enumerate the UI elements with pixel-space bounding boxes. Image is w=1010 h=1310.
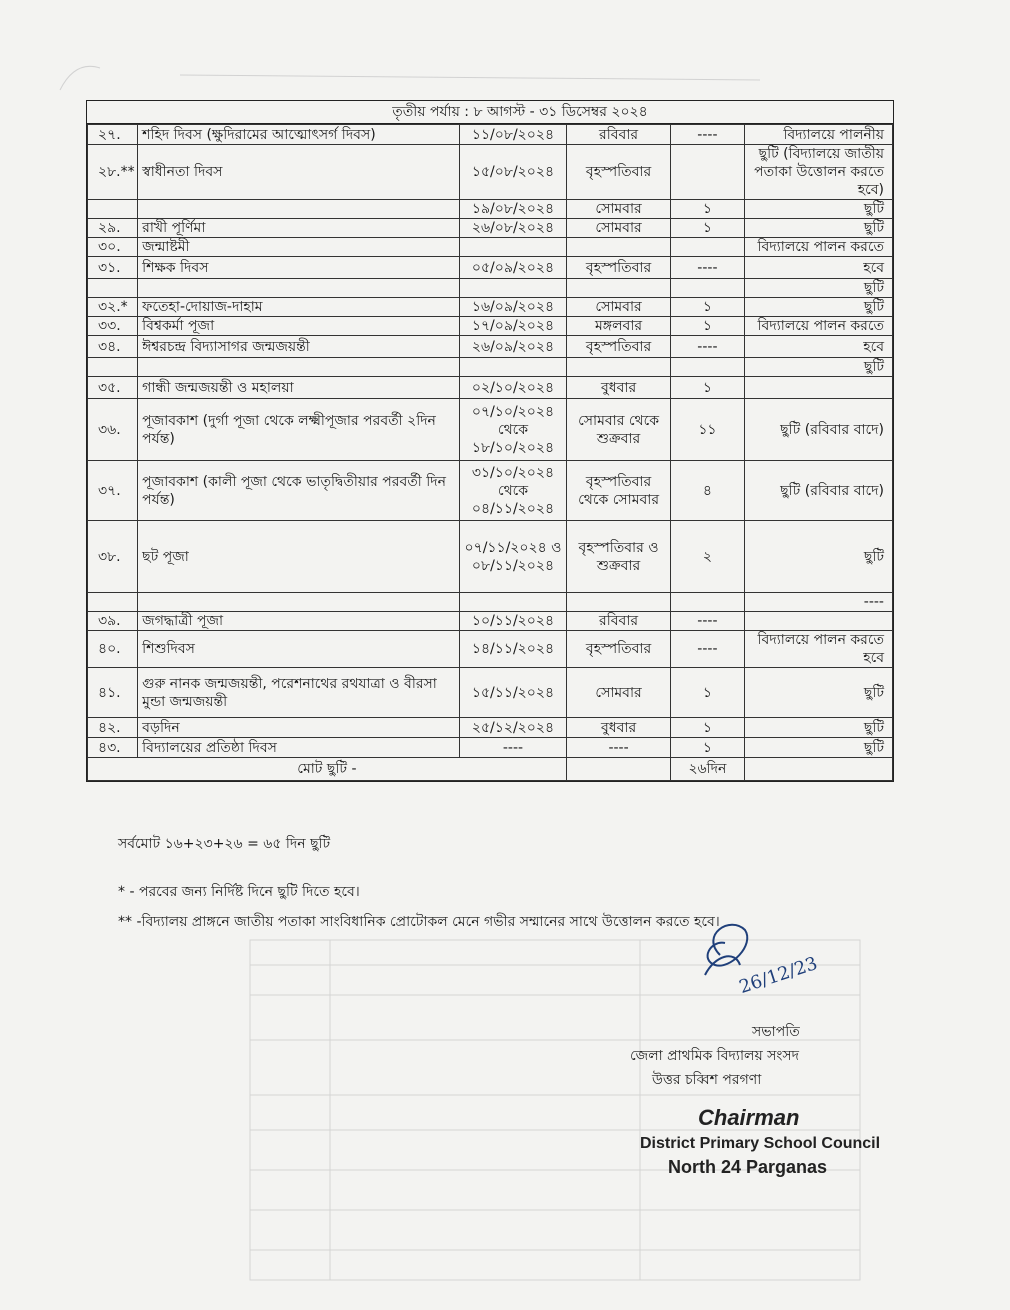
holiday-count	[671, 593, 744, 612]
holiday-count: ১	[671, 377, 744, 399]
holiday-date: ০৭/১০/২০২৪ থেকে ১৮/১০/২০২৪	[460, 399, 567, 461]
table-row	[88, 461, 893, 521]
total-value: ২৬দিন	[671, 758, 744, 781]
holiday-name: রাখী পূর্ণিমা	[138, 219, 460, 238]
holiday-day: মঙ্গলবার	[566, 317, 671, 336]
holiday-count: ১১	[671, 399, 744, 461]
stamp-council: District Primary School Council	[640, 1135, 881, 1152]
row-number: ৩২.*	[88, 298, 138, 317]
holiday-name	[138, 200, 460, 219]
row-number: ৪৩.	[88, 738, 138, 758]
table-row	[88, 336, 893, 358]
row-number: ৩৬.	[88, 399, 138, 461]
holiday-count: ১	[671, 668, 744, 718]
holiday-day: রবিবার	[566, 612, 671, 631]
table-row	[88, 298, 893, 317]
holiday-count	[671, 279, 744, 298]
row-number: ৪২.	[88, 718, 138, 738]
holiday-count	[671, 238, 744, 257]
holiday-date: ----	[460, 738, 567, 758]
row-number	[88, 593, 138, 612]
holiday-day: বৃহস্পতিবার থেকে সোমবার	[566, 461, 671, 521]
holiday-date: ২৬/০৯/২০২৪	[460, 336, 567, 358]
row-number: ৩৮.	[88, 521, 138, 593]
holiday-name: পূজাবকাশ (কালী পূজা থেকে ভাতৃদ্বিতীয়ার পরবর্তী দিন পর্যন্ত)	[138, 461, 460, 521]
holiday-count	[671, 145, 744, 200]
table-row	[88, 521, 893, 593]
holiday-day: বুধবার	[566, 377, 671, 399]
holiday-date: ৩১/১০/২০২৪ থেকে ০৪/১১/২০২৪	[460, 461, 567, 521]
holiday-remark: ছুটি (বিদ্যালয়ে জাতীয় পতাকা উত্তোলন করতে হবে)	[744, 145, 893, 200]
total-label: মোট ছুটি -	[88, 758, 567, 781]
holiday-remark	[744, 377, 893, 399]
holiday-name: স্বাধীনতা দিবস	[138, 145, 460, 200]
holiday-day	[566, 279, 671, 298]
holiday-count: ৪	[671, 461, 744, 521]
table-row	[88, 631, 893, 668]
total-row	[88, 758, 893, 781]
holiday-date	[460, 358, 567, 377]
table-row	[88, 219, 893, 238]
holiday-count: ----	[671, 125, 744, 145]
holiday-count: ----	[671, 257, 744, 279]
holiday-rows	[88, 125, 893, 758]
holiday-remark: ছুটি	[744, 200, 893, 219]
holiday-date: ২৫/১২/২০২৪	[460, 718, 567, 738]
signature-date: 26/12/23	[736, 953, 821, 998]
row-number: ৩৭.	[88, 461, 138, 521]
holiday-day: বুধবার	[566, 718, 671, 738]
holiday-name: জন্মাষ্টমী	[138, 238, 460, 257]
row-number	[88, 200, 138, 219]
row-number: ৩৯.	[88, 612, 138, 631]
table-row	[88, 145, 893, 200]
holiday-day	[566, 238, 671, 257]
row-number: ৩১.	[88, 257, 138, 279]
holiday-name: বিশ্বকর্মা পূজা	[138, 317, 460, 336]
holiday-count: ১	[671, 738, 744, 758]
table-row	[88, 238, 893, 257]
holiday-count: ১	[671, 200, 744, 219]
signature-org-line2: উত্তর চব্বিশ পরগণা	[652, 1072, 762, 1088]
holiday-date: ১১/০৮/২০২৪	[460, 125, 567, 145]
holiday-remark: ছুটি (রবিবার বাদে)	[744, 461, 893, 521]
holiday-day: সোমবার	[566, 200, 671, 219]
holiday-remark: ছুটি	[744, 358, 893, 377]
holiday-date: ১০/১১/২০২৪	[460, 612, 567, 631]
row-number	[88, 279, 138, 298]
holiday-name	[138, 279, 460, 298]
holiday-day: ----	[566, 738, 671, 758]
holiday-name: পূজাবকাশ (দুর্গা পূজা থেকে লক্ষ্মীপূজার পরবর্তী ২দিন পর্যন্ত)	[138, 399, 460, 461]
holiday-date	[460, 279, 567, 298]
holiday-remark: হবে	[744, 336, 893, 358]
stamp-chairman: Chairman	[698, 1105, 800, 1130]
holiday-remark: ছুটি (রবিবার বাদে)	[744, 399, 893, 461]
holiday-remark: ছুটি	[744, 298, 893, 317]
holiday-table-sheet	[86, 100, 894, 782]
holiday-name: গুরু নানক জন্মজয়ন্তী, পরেশনাথের রথযাত্রা ও বীরসা মুন্ডা জন্মজয়ন্তী	[138, 668, 460, 718]
holiday-name: বড়দিন	[138, 718, 460, 738]
table-row	[88, 125, 893, 145]
table-row	[88, 317, 893, 336]
holiday-name: শিক্ষক দিবস	[138, 257, 460, 279]
holiday-name: জগদ্ধাত্রী পূজা	[138, 612, 460, 631]
holiday-name: শহিদ দিবস (ক্ষুদিরামের আত্মোৎসর্গ দিবস)	[138, 125, 460, 145]
holiday-day: সোমবার	[566, 668, 671, 718]
holiday-remark: হবে	[744, 257, 893, 279]
holiday-name: বিদ্যালয়ের প্রতিষ্ঠা দিবস	[138, 738, 460, 758]
holiday-remark: ছুটি	[744, 738, 893, 758]
holiday-count: ১	[671, 298, 744, 317]
row-number: ৩৩.	[88, 317, 138, 336]
holiday-count: ১	[671, 718, 744, 738]
holiday-day: বৃহস্পতিবার	[566, 145, 671, 200]
holiday-name: গান্ধী জন্মজয়ন্তী ও মহালয়া	[138, 377, 460, 399]
table-row	[88, 257, 893, 279]
row-number: ৩৪.	[88, 336, 138, 358]
holiday-day	[566, 358, 671, 377]
holiday-date: ০৭/১১/২০২৪ ও ০৮/১১/২০২৪	[460, 521, 567, 593]
holiday-remark: বিদ্যালয়ে পালন করতে	[744, 317, 893, 336]
table-row	[88, 358, 893, 377]
holiday-count: ১	[671, 317, 744, 336]
holiday-date	[460, 238, 567, 257]
table-row	[88, 200, 893, 219]
table-row	[88, 593, 893, 612]
holiday-date: ০২/১০/২০২৪	[460, 377, 567, 399]
holiday-name: ঈশ্বরচন্দ্র বিদ্যাসাগর জন্মজয়ন্তী	[138, 336, 460, 358]
holiday-date: ১৫/০৮/২০২৪	[460, 145, 567, 200]
holiday-date: ১৬/০৯/২০২৪	[460, 298, 567, 317]
signature-org-line1: জেলা প্রাথমিক বিদ্যালয় সংসদ	[630, 1048, 800, 1064]
holiday-day: বৃহস্পতিবার ও শুক্রবার	[566, 521, 671, 593]
row-number	[88, 358, 138, 377]
table-row	[88, 399, 893, 461]
holiday-date: ০৫/০৯/২০২৪	[460, 257, 567, 279]
row-number: ৩০.	[88, 238, 138, 257]
row-number: ২৮.**	[88, 145, 138, 200]
holiday-count: ----	[671, 631, 744, 668]
holiday-remark: বিদ্যালয়ে পালনীয়	[744, 125, 893, 145]
holiday-count: ১	[671, 219, 744, 238]
grand-total: সর্বমোট ১৬+২৩+২৬ = ৬৫ দিন ছুটি	[118, 836, 331, 852]
holiday-day: সোমবার থেকে শুক্রবার	[566, 399, 671, 461]
holiday-count: ----	[671, 612, 744, 631]
holiday-name: ছট পূজা	[138, 521, 460, 593]
holiday-day: রবিবার	[566, 125, 671, 145]
row-number: ৩৫.	[88, 377, 138, 399]
holiday-date	[460, 593, 567, 612]
holiday-name: ফতেহা-দোয়াজ-দাহাম	[138, 298, 460, 317]
holiday-remark: ছুটি	[744, 718, 893, 738]
holiday-day: সোমবার	[566, 219, 671, 238]
table-row	[88, 377, 893, 399]
holiday-date: ২৬/০৮/২০২৪	[460, 219, 567, 238]
stamp-district: North 24 Parganas	[668, 1157, 828, 1177]
holiday-remark: বিদ্যালয়ে পালন করতে হবে	[744, 631, 893, 668]
holiday-remark: ছুটি	[744, 219, 893, 238]
holiday-count	[671, 358, 744, 377]
holiday-remark: ছুটি	[744, 668, 893, 718]
holiday-day	[566, 593, 671, 612]
holiday-name	[138, 593, 460, 612]
holiday-day: বৃহস্পতিবার	[566, 257, 671, 279]
phase-title: তৃতীয় পর্যায় : ৮ আগস্ট - ৩১ ডিসেম্বর ২০২৪	[87, 101, 893, 124]
holiday-count: ----	[671, 336, 744, 358]
holiday-name	[138, 358, 460, 377]
table-row	[88, 738, 893, 758]
holiday-day: বৃহস্পতিবার	[566, 336, 671, 358]
holiday-table	[87, 124, 893, 781]
table-row	[88, 668, 893, 718]
table-row	[88, 718, 893, 738]
holiday-date: ১৯/০৮/২০২৪	[460, 200, 567, 219]
row-number: ৪০.	[88, 631, 138, 668]
holiday-remark: ছুটি	[744, 521, 893, 593]
signature-title: সভাপতি	[752, 1024, 800, 1040]
holiday-day: বৃহস্পতিবার	[566, 631, 671, 668]
note-single-star: * - পরবের জন্য নির্দিষ্ট দিনে ছুটি দিতে হবে।	[118, 884, 360, 900]
holiday-remark: ----	[744, 593, 893, 612]
holiday-remark	[744, 612, 893, 631]
holiday-remark: ছুটি	[744, 279, 893, 298]
holiday-date: ১৭/০৯/২০২৪	[460, 317, 567, 336]
table-row	[88, 612, 893, 631]
holiday-date: ১৫/১১/২০২৪	[460, 668, 567, 718]
holiday-day: সোমবার	[566, 298, 671, 317]
holiday-count: ২	[671, 521, 744, 593]
row-number: ২৯.	[88, 219, 138, 238]
note-double-star: ** -বিদ্যালয় প্রাঙ্গনে জাতীয় পতাকা সাংবিধানিক প্রোটোকল মেনে গভীর সম্মানের সাথে উত্তোলন করতে হবে।	[118, 914, 720, 930]
holiday-remark: বিদ্যালয়ে পালন করতে	[744, 238, 893, 257]
table-row	[88, 279, 893, 298]
row-number: ২৭.	[88, 125, 138, 145]
row-number: ৪১.	[88, 668, 138, 718]
holiday-date: ১৪/১১/২০২৪	[460, 631, 567, 668]
holiday-name: শিশুদিবস	[138, 631, 460, 668]
